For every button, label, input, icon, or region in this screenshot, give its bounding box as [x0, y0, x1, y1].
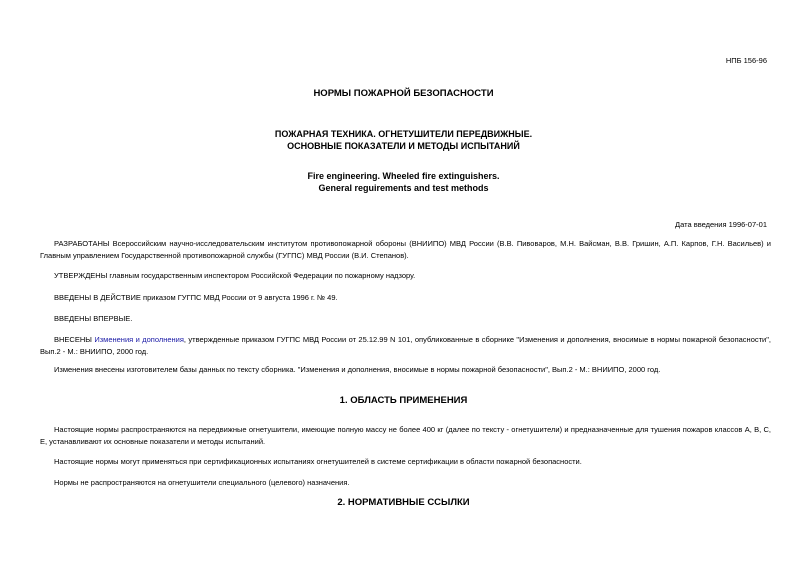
approved-label: УТВЕРЖДЕНЫ — [54, 271, 108, 280]
subtitle-line-2: ОСНОВНЫЕ ПОКАЗАТЕЛИ И МЕТОДЫ ИСПЫТАНИЙ — [287, 141, 520, 151]
paragraph-developed — [40, 238, 771, 262]
section-1-paragraph-3: Нормы не распространяются на огнетушители специального (целевого) назначения. — [54, 478, 350, 487]
introduction-date: Дата введения 1996-07-01 — [675, 220, 767, 229]
english-title — [0, 170, 807, 194]
english-title-line-2: General reguirements and test methods — [318, 183, 489, 193]
paragraph-first — [40, 313, 771, 325]
section-1-title: 1. ОБЛАСТЬ ПРИМЕНЕНИЯ — [339, 395, 468, 406]
document-code: НПБ 156-96 — [725, 56, 767, 65]
effect-label: ВВЕДЕНЫ В ДЕЙСТВИЕ — [54, 293, 141, 302]
paragraph-changes: Изменения внесены изготовителем базы данных по тексту сборника. "Изменения и дополнения, вносимые в нормы пожарной безопасности", Вып.2 - М.: ВНИИПО, 2000 год. — [54, 365, 661, 374]
amend-text: , утвержденные приказом ГУГПС МВД России от 25.12.99 N 101, опубликованные в сборнике "Изменения и дополнения, вносимые в нормы пожарной безопасности", Вып.2 - М.: ВНИИПО, 2000 год. — [40, 335, 771, 356]
effect-text: приказом ГУГПС МВД России от 9 августа 1996 г. № 49. — [140, 293, 338, 302]
document-title: НОРМЫ ПОЖАРНОЙ БЕЗОПАСНОСТИ — [313, 88, 494, 99]
subtitle-line-1: ПОЖАРНАЯ ТЕХНИКА. ОГНЕТУШИТЕЛИ ПЕРЕДВИЖНЫЕ. — [274, 129, 533, 139]
amendments-link[interactable]: Изменения и дополнения — [94, 335, 184, 344]
section-2-title: 2. НОРМАТИВНЫЕ ССЫЛКИ — [337, 497, 470, 508]
approved-text: главным государственным инспектором Российской Федерации по пожарному надзору. — [107, 271, 416, 280]
section-1-paragraph-1: Настоящие нормы распространяются на передвижные огнетушители, имеющие полную массу не более 400 кг (далее по тексту - огнетушители) и предназначенные для тушения пожаров классов А, В, С, Е, устанавливают их основные показатели и методы испытаний. — [40, 425, 771, 446]
developed-label: РАЗРАБОТАНЫ — [54, 239, 110, 248]
developed-text: Всероссийским научно-исследовательским институтом противопожарной обороны (ВНИИПО) МВД России (В.В. Пивоваров, М.Н. Вайсман, В.В. Гришин, А.П. Карпов, Г.Н. Васильев) и Главным управлением Государственной противопожарной службы (ГУГПС) МВД России (В.И. Степанов). — [40, 239, 771, 260]
section-1-paragraph-2: Настоящие нормы могут применяться при сертификационных испытаниях огнетушителей в системе сертификации в области пожарной безопасности. — [54, 457, 582, 466]
paragraph-amendments — [40, 334, 771, 358]
first-label: ВВЕДЕНЫ ВПЕРВЫЕ. — [54, 314, 133, 323]
amend-label: ВНЕСЕНЫ — [54, 335, 92, 344]
english-title-line-1: Fire engineering. Wheeled fire extinguishers. — [307, 171, 500, 181]
paragraph-effect — [40, 292, 771, 304]
document-subtitle — [0, 128, 807, 152]
paragraph-approved — [40, 270, 771, 282]
